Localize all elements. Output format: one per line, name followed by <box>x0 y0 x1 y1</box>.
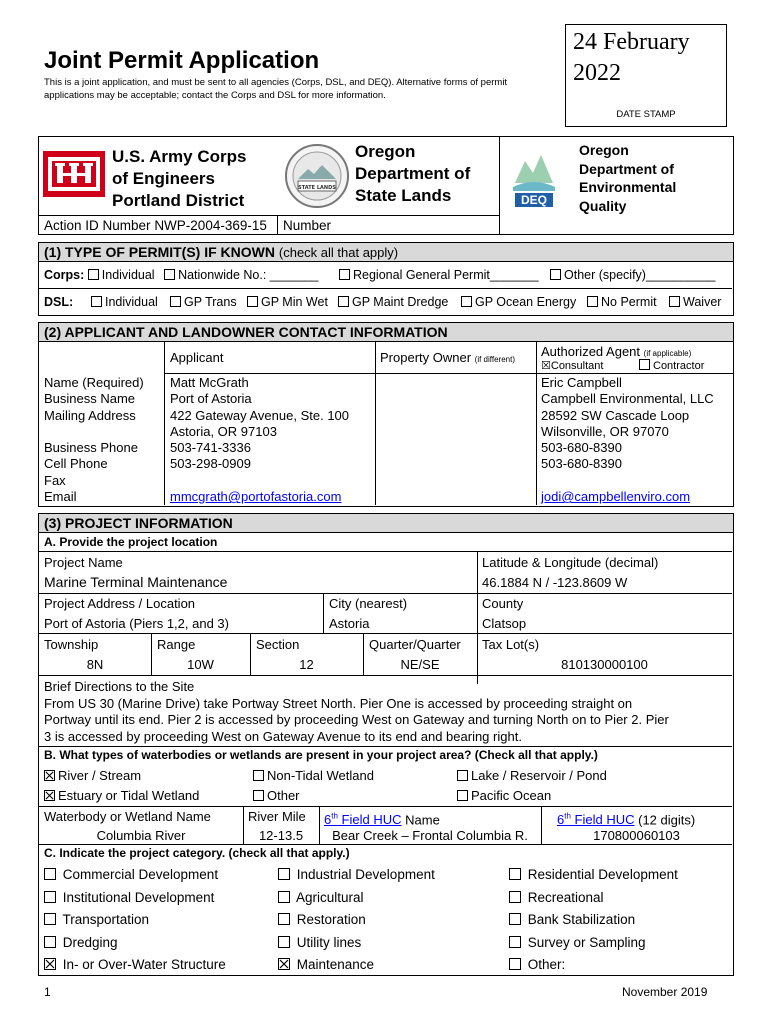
dsl-name-line2: Department of <box>355 164 471 183</box>
wb-non-tidal-wetland[interactable]: Non-Tidal Wetland <box>253 768 374 783</box>
corps-name-line2: of Engineers <box>112 169 215 188</box>
wb-other[interactable]: Other <box>253 788 300 803</box>
agent-email-link[interactable]: jodi@campbellenviro.com <box>541 489 691 505</box>
wb-lake-reservoir[interactable]: Lake / Reservoir / Pond <box>457 768 607 783</box>
dsl-option-no-permit[interactable]: No Permit <box>587 295 657 310</box>
cat-in-over-water[interactable]: In- or Over-Water Structure <box>44 954 226 977</box>
intro-text: This is a joint application, and must be sent to all agencies (Corps, DSL, and DEQ). Alternative forms of permit applications may be acceptable; contact the Corps and DSL for more information. <box>44 77 508 101</box>
applicant-cell-phone[interactable]: 503-298-0909 <box>170 456 251 472</box>
dsl-name-line3: State Lands <box>355 186 452 205</box>
huc6-name-label: 6th Field HUC Name <box>324 812 440 828</box>
corps-label: Corps: <box>44 268 85 282</box>
row-label-business-phone: Business Phone <box>44 440 138 456</box>
page-title: Joint Permit Application <box>44 47 320 74</box>
address-value[interactable]: Port of Astoria (Piers 1,2, and 3) <box>44 616 229 631</box>
applicant-email-link[interactable]: mmcgrath@portofastoria.com <box>170 489 342 505</box>
qq-value[interactable]: NE/SE <box>400 657 440 672</box>
row-label-fax: Fax <box>44 472 66 488</box>
row-label-business: Business Name <box>44 391 136 407</box>
cat-dredging[interactable]: Dredging <box>44 932 226 955</box>
deq-name-line4: Quality <box>579 197 627 214</box>
date-stamp-label: DATE STAMP <box>616 109 676 120</box>
agent-business-phone[interactable]: 503-680-8390 <box>541 440 622 456</box>
corps-option-other[interactable]: Other (specify)__________ <box>550 268 715 283</box>
dsl-option-gp-maint-dredge[interactable]: GP Maint Dredge <box>338 295 448 310</box>
cat-other[interactable]: Other: <box>509 954 678 977</box>
checked-box-icon <box>44 958 56 970</box>
agent-name[interactable]: Eric Campbell <box>541 375 622 390</box>
wb-name-value[interactable]: Columbia River <box>96 828 186 843</box>
section2-body <box>38 342 734 507</box>
cat-industrial[interactable]: Industrial Development <box>278 864 435 887</box>
checked-box-icon <box>278 958 290 970</box>
deq-name-line2: Department of <box>579 160 674 177</box>
township-value[interactable]: 8N <box>86 657 104 672</box>
dsl-option-gp-min-wet[interactable]: GP Min Wet <box>247 295 328 310</box>
wb-river-stream[interactable]: River / Stream <box>44 768 141 783</box>
huc-name-value[interactable]: Bear Creek – Frontal Columbia R. <box>332 828 528 843</box>
qq-label: Quarter/Quarter <box>369 637 461 652</box>
footer-date: November 2019 <box>622 985 708 999</box>
agent-contractor-option[interactable]: Contractor <box>639 359 704 374</box>
agent-address2[interactable]: Wilsonville, OR 97070 <box>541 423 669 439</box>
action-id-number-label: Number <box>283 218 332 233</box>
dsl-option-gp-ocean-energy[interactable]: GP Ocean Energy <box>461 295 576 310</box>
dsl-option-individual[interactable]: Individual <box>91 295 158 310</box>
dsl-label: DSL: <box>44 295 74 309</box>
deq-name-line3: Environmental <box>579 179 677 195</box>
row-label-cell-phone: Cell Phone <box>44 456 108 472</box>
section3-title: (3) PROJECT INFORMATION <box>44 515 233 531</box>
agent-column-header: Authorized Agent (if applicable) <box>541 344 692 359</box>
checked-box-icon <box>44 790 55 801</box>
applicant-address2[interactable]: Astoria, OR 97103 <box>170 423 277 439</box>
deq-name-line1: Oregon <box>579 142 629 158</box>
action-id-value[interactable]: NWP-2004-369-15 <box>154 218 267 233</box>
dsl-seal-icon <box>284 143 350 209</box>
section1-header <box>38 242 734 262</box>
county-label: County <box>482 596 524 611</box>
corps-option-individual[interactable]: Individual <box>88 268 155 282</box>
cat-utility[interactable]: Utility lines <box>278 932 435 955</box>
owner-column-header: Property Owner (if different) <box>380 350 515 365</box>
cat-bank-stabilization[interactable]: Bank Stabilization <box>509 909 678 932</box>
action-id-label: Action ID Number <box>44 218 151 233</box>
row-label-email: Email <box>44 489 77 505</box>
applicant-name[interactable]: Matt McGrath <box>170 375 249 390</box>
section1-title: (1) TYPE OF PERMIT(S) IF KNOWN <box>44 244 275 260</box>
cat-commercial[interactable]: Commercial Development <box>44 864 226 887</box>
river-mile-value[interactable]: 12-13.5 <box>258 828 304 843</box>
cat-institutional[interactable]: Institutional Development <box>44 887 226 910</box>
page-number: 1 <box>44 985 51 999</box>
latlong-label: Latitude & Longitude (decimal) <box>482 555 659 570</box>
cat-restoration[interactable]: Restoration <box>278 909 435 932</box>
wb-estuary[interactable]: Estuary or Tidal Wetland <box>44 788 199 803</box>
agency-header <box>38 136 734 235</box>
section3c-title: C. Indicate the project category. (check all that apply.) <box>44 846 350 860</box>
agent-business[interactable]: Campbell Environmental, LLC <box>541 391 714 407</box>
cat-transportation[interactable]: Transportation <box>44 909 226 932</box>
section2-header <box>38 322 734 342</box>
deq-logo-icon <box>511 143 557 209</box>
row-label-mailing: Mailing Address <box>44 407 136 423</box>
agent-consultant-option[interactable]: ☒Consultant <box>541 360 604 372</box>
corps-option-nationwide[interactable]: Nationwide No.: _______ <box>164 268 318 282</box>
dsl-name-line1: Oregon <box>355 142 416 161</box>
city-value[interactable]: Astoria <box>329 616 370 631</box>
section1-body <box>38 262 734 316</box>
wb-name-label: Waterbody or Wetland Name <box>44 809 211 824</box>
dsl-option-waiver[interactable]: Waiver <box>669 295 721 310</box>
agent-address1[interactable]: 28592 SW Cascade Loop <box>541 407 690 423</box>
cat-residential[interactable]: Residential Development <box>509 864 678 887</box>
applicant-business[interactable]: Port of Astoria <box>170 391 252 407</box>
applicant-business-phone[interactable]: 503-741-3336 <box>170 440 251 456</box>
huc12-label: 6th Field HUC (12 digits) <box>557 812 696 828</box>
deq-logo-text: DEQ <box>520 193 547 207</box>
directions-label: Brief Directions to the Site <box>44 679 195 694</box>
corps-option-regional[interactable]: Regional General Permit_______ <box>339 268 539 283</box>
section3b-title: B. What types of waterbodies or wetlands are present in your project area? (Check all that apply.) <box>44 748 598 762</box>
township-label: Township <box>44 637 99 652</box>
date-stamp-box[interactable] <box>565 24 727 127</box>
range-label: Range <box>157 637 196 652</box>
corps-name-line3: Portland District <box>112 191 245 210</box>
section-value[interactable]: 12 <box>299 657 314 672</box>
dsl-option-gp-trans[interactable]: GP Trans <box>170 295 237 310</box>
directions-text[interactable]: From US 30 (Marine Drive) take Portway Street North. Pier One is accessed by proceeding straight on Portway until its end. Pier 2 is accessed by proceeding West on Gateway and turning North on to Pier 2. Pier 3 is accessed by proceeding West on Gateway Avenue to its end and bearing right. <box>44 696 669 744</box>
usace-castle-icon <box>43 151 105 197</box>
checked-box-icon <box>44 770 55 781</box>
cat-maintenance[interactable]: Maintenance <box>278 954 435 977</box>
latlong-value[interactable]: 46.1884 N / -123.8609 W <box>482 575 628 590</box>
address-label: Project Address / Location <box>44 596 196 611</box>
svg-text:STATE LANDS: STATE LANDS <box>298 185 336 191</box>
project-name-value[interactable]: Marine Terminal Maintenance <box>44 574 228 590</box>
row-label-name: Name (Required) <box>44 375 144 390</box>
applicant-column-header: Applicant <box>170 350 224 365</box>
section3-body <box>38 533 734 976</box>
project-name-label: Project Name <box>44 555 123 570</box>
section3-header <box>38 513 734 533</box>
river-mile-label: River Mile <box>248 809 306 824</box>
cat-recreational[interactable]: Recreational <box>509 887 678 910</box>
corps-name-line1: U.S. Army Corps <box>112 147 247 166</box>
section2-title: (2) APPLICANT AND LANDOWNER CONTACT INFORMATION <box>44 324 448 340</box>
date-stamp-line2: 2022 <box>573 60 621 86</box>
taxlot-label: Tax Lot(s) <box>482 637 540 652</box>
cat-survey[interactable]: Survey or Sampling <box>509 932 678 955</box>
county-value[interactable]: Clatsop <box>482 616 527 631</box>
section3a-title: A. Provide the project location <box>44 535 218 549</box>
huc12-value[interactable]: 170800060103 <box>593 828 680 843</box>
wb-pacific-ocean[interactable]: Pacific Ocean <box>457 788 551 803</box>
city-label: City (nearest) <box>329 596 408 611</box>
section1-subtitle: (check all that apply) <box>278 245 399 260</box>
section-label: Section <box>256 637 300 652</box>
applicant-address1[interactable]: 422 Gateway Avenue, Ste. 100 <box>170 407 350 423</box>
range-value[interactable]: 10W <box>187 657 214 672</box>
huc6-link-12[interactable]: 6th Field HUC <box>557 812 635 828</box>
huc6-link-name[interactable]: 6th Field HUC <box>324 812 402 828</box>
cat-agricultural[interactable]: Agricultural <box>278 887 435 910</box>
agent-cell-phone[interactable]: 503-680-8390 <box>541 456 622 472</box>
taxlot-value[interactable]: 810130000100 <box>561 657 648 672</box>
date-stamp-line1: 24 February <box>573 29 690 55</box>
